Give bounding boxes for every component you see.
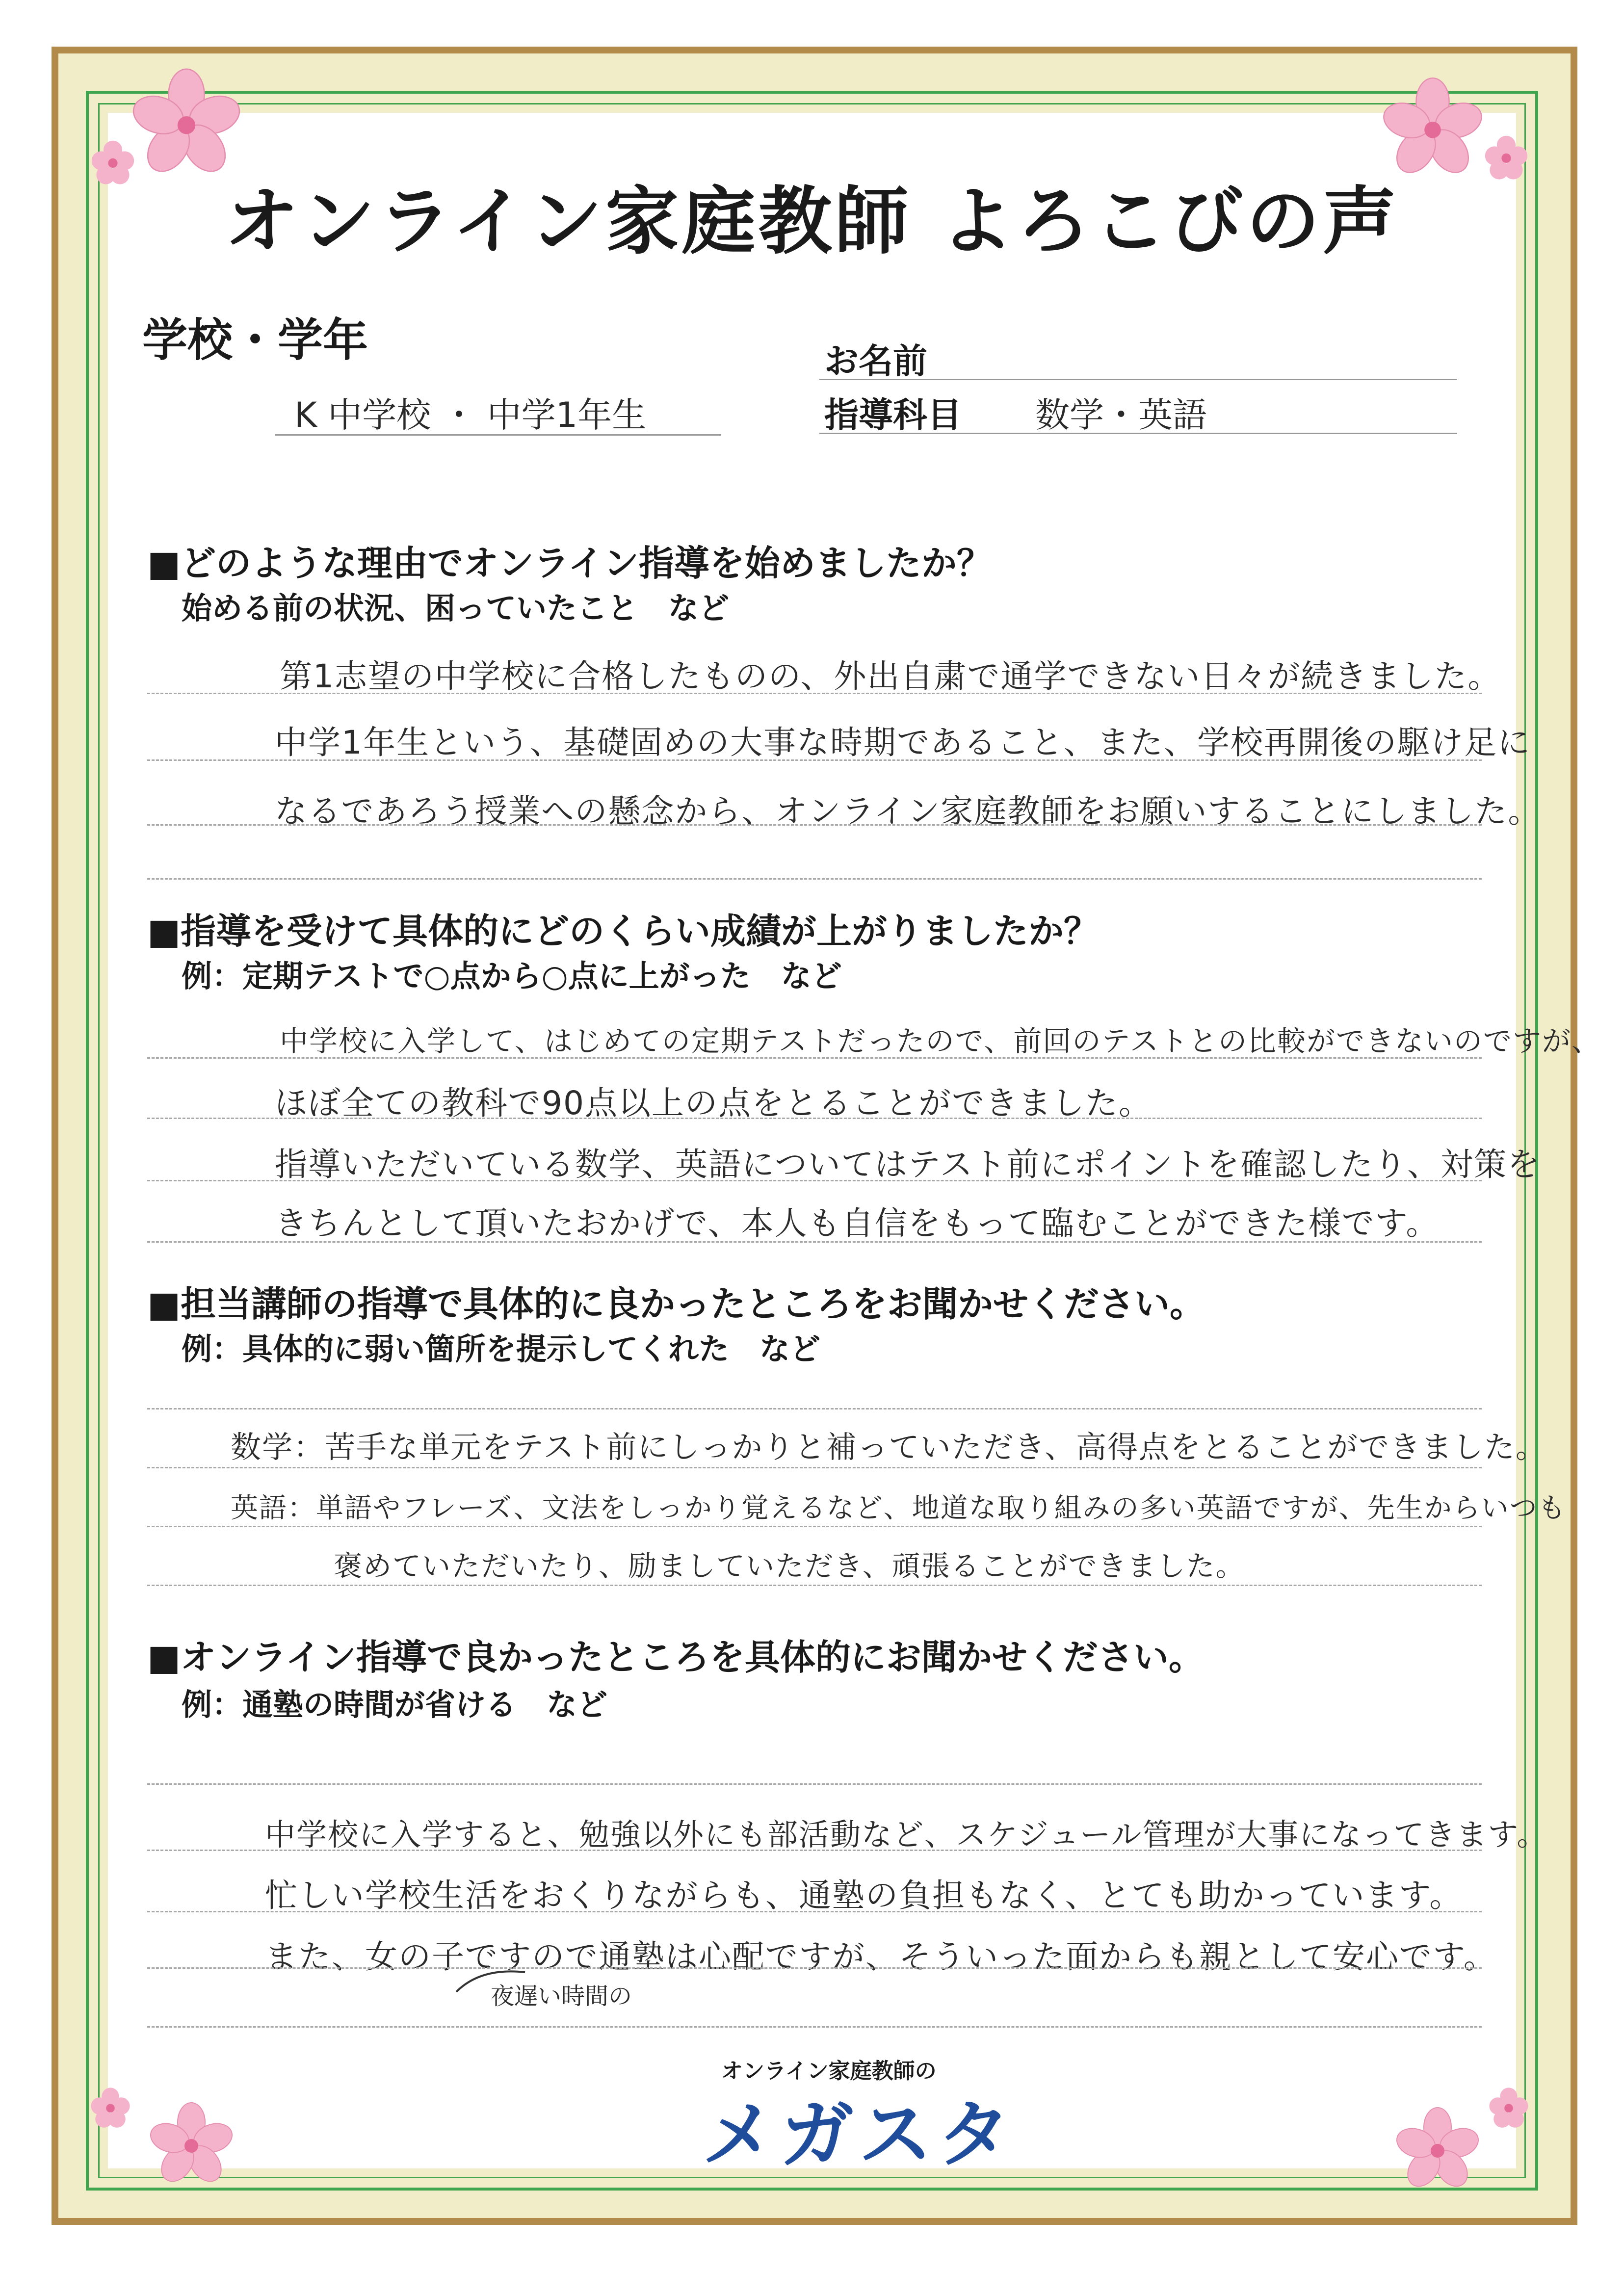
answer-3-rule-0 <box>147 1408 1482 1409</box>
answer-2-line-1: 中学校に入学して、はじめての定期テストだったので、前回のテストとの比較ができないのですが、 <box>280 1024 1601 1058</box>
answer-2-line-2: ほぼ全ての教科で90点以上の点をとることができました。 <box>275 1084 1152 1122</box>
answer-3-line-2: 英語：単語やフレーズ、文法をしっかり覚えるなど、地道な取り組みの多い英語ですが、先生からいつも <box>231 1492 1567 1524</box>
question-4-subtitle: 例：通塾の時間が省ける など <box>182 1687 608 1722</box>
subject-value: 数学・英語 <box>1035 395 1207 435</box>
answer-4-line-3: また、女の子ですので通塾は心配ですが、そういった面からも親として安心です。 <box>265 1938 1497 1976</box>
flower-bottom-right-small-icon <box>1482 2080 1536 2134</box>
answer-3-rule-2 <box>147 1526 1482 1527</box>
answer-3-line-3: 褒めていただいたり、励ましていただき、頑張ることができました。 <box>334 1549 1245 1583</box>
logo-brand: メガスタ <box>702 2092 1016 2178</box>
question-2-subtitle: 例：定期テストで○点から○点に上がった など <box>182 958 842 994</box>
flower-bottom-left-small-icon <box>83 2080 137 2134</box>
answer-2-rule-3 <box>147 1180 1482 1181</box>
question-2: ■指導を受けて具体的にどのくらい成績が上がりましたか？ <box>147 911 1100 952</box>
answer-1-line-3: なるであろう授業への懸念から、オンライン家庭教師をお願いすることにしました。 <box>275 792 1542 830</box>
subject-underline <box>819 433 1457 434</box>
answer-4-line-2: 忙しい学校生活をおくりながらも、通塾の負担もなく、とても助かっています。 <box>265 1877 1463 1914</box>
answer-4-rule-0 <box>147 1783 1482 1785</box>
school-value: K 中学校 ・ 中学1年生 <box>294 395 647 435</box>
flower-bottom-right-icon <box>1388 2100 1487 2198</box>
name-underline <box>819 379 1457 380</box>
flower-bottom-left-icon <box>142 2095 240 2193</box>
answer-3-rule-3 <box>147 1585 1482 1586</box>
answer-1-rule-3 <box>147 824 1482 826</box>
answer-4-rule-1 <box>147 1850 1482 1851</box>
question-3: ■担当講師の指導で具体的に良かったところをお聞かせください。 <box>147 1283 1205 1325</box>
question-1: ■どのような理由でオンライン指導を始めましたか？ <box>147 543 992 584</box>
answer-2-line-3: 指導いただいている数学、英語についてはテスト前にポイントを確認したり、対策を <box>275 1146 1541 1183</box>
name-label: お名前 <box>824 341 927 381</box>
answer-3-rule-1 <box>147 1467 1482 1468</box>
answer-2-rule-1 <box>147 1057 1482 1059</box>
answer-4-rule-2 <box>147 1911 1482 1912</box>
answer-4-line-1: 中学校に入学すると、勉強以外にも部活動など、スケジュール管理が大事になってきます。 <box>265 1817 1548 1852</box>
answer-1-rule-2 <box>147 759 1482 761</box>
question-4: ■オンライン指導で良かったところを具体的にお聞かせください。 <box>147 1637 1204 1678</box>
answer-1-line-1: 第1志望の中学校に合格したものの、外出自粛で通学できない日々が続きました。 <box>280 657 1501 695</box>
insertion-caret-icon <box>451 1957 559 1997</box>
answer-1-line-2: 中学1年生という、基礎固めの大事な時期であること、また、学校再開後の駆け足に <box>275 724 1531 761</box>
question-1-subtitle: 始める前の状況、困っていたこと など <box>182 590 730 626</box>
subject-label: 指導科目 <box>824 395 962 435</box>
answer-2-line-4: きちんとして頂いたおかげで、本人も自信をもって臨むことができた様です。 <box>275 1204 1440 1242</box>
answer-2-rule-2 <box>147 1118 1482 1119</box>
answer-2-rule-4 <box>147 1241 1482 1243</box>
question-3-subtitle: 例：具体的に弱い箇所を提示してくれた など <box>182 1331 821 1367</box>
answer-3-line-1: 数学：苦手な単元をテスト前にしっかりと補っていただき、高得点をとることができました。 <box>231 1429 1547 1465</box>
answer-1-rule-4 <box>147 878 1482 880</box>
logo-tagline: オンライン家庭教師の <box>721 2059 937 2084</box>
answer-4-rule-3 <box>147 1967 1482 1969</box>
answer-4-insertion: 夜遅い時間の <box>491 1983 632 2010</box>
answer-4-rule-4 <box>147 2026 1482 2028</box>
answer-1-rule-1 <box>147 693 1482 694</box>
school-underline <box>275 434 721 436</box>
school-label: 学校・学年 <box>142 314 368 366</box>
page-title: オンライン家庭教師 よろこびの声 <box>225 179 1399 264</box>
